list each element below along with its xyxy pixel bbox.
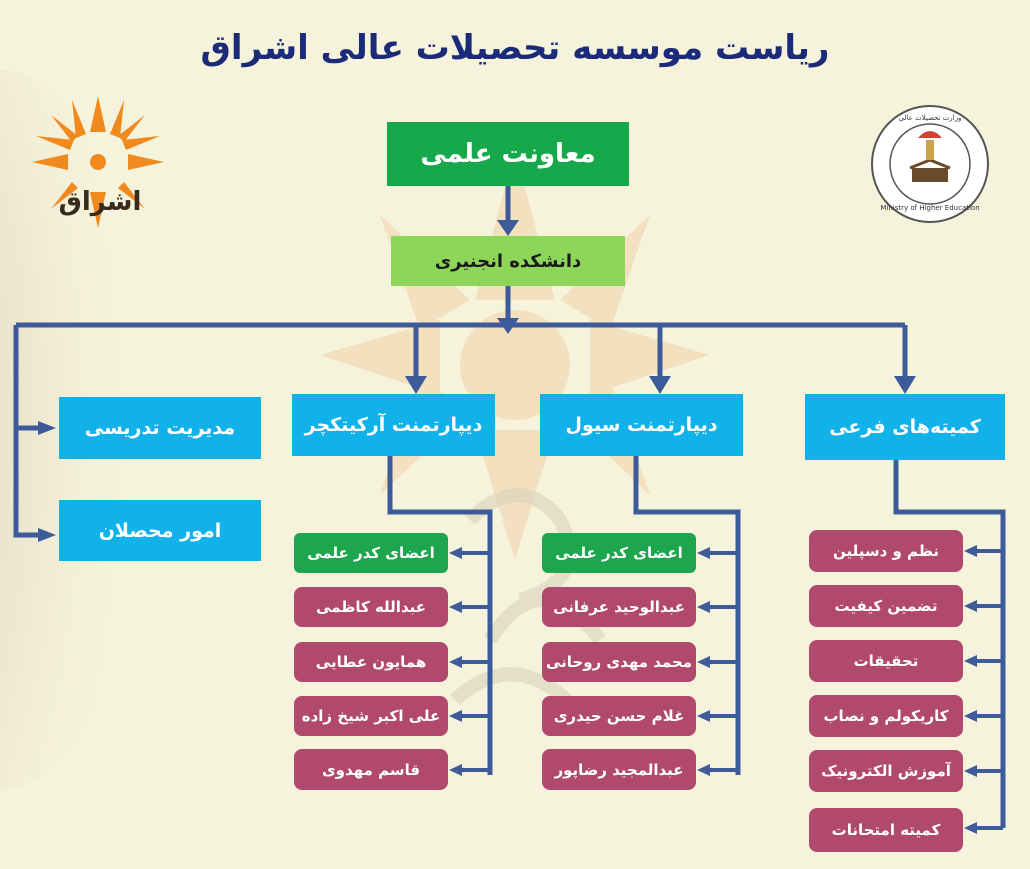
architecture-arrowhead [449,547,462,559]
engineering-faculty-box: دانشکده انجنیری [391,236,625,286]
committee-item: کاریکولم و نصاب [809,695,963,737]
committee-arrowhead [964,822,977,834]
architecture-member: همایون عطایی [294,642,448,682]
ministry-seal-text: Ministry of Higher Education [880,204,980,212]
ministry-seal-icon [868,102,992,226]
architecture-department-box: دیپارتمنت آرکیتکچر [292,394,495,456]
page-title: ریاست موسسه تحصیلات عالی اشراق [200,28,830,68]
committee-arrowhead [964,765,977,777]
committee-arrowhead [964,600,977,612]
committee-arrowhead [964,655,977,667]
civil-arrowhead [697,656,710,668]
architecture-member: علی اکبر شیخ زاده [294,696,448,736]
eshraq-logo-text: اشراق [58,187,142,217]
committee-item: تحقیقات [809,640,963,682]
committee-arrowhead [964,545,977,557]
sub-committees-box: کمیته‌های فرعی [805,394,1005,460]
civil-member: محمد مهدی روحانی [542,642,696,682]
civil-member: عبدالوحید عرفانی [542,587,696,627]
architecture-faculty-members: اعضای کدر علمی [294,533,448,573]
architecture-member: عبدالله کاظمی [294,587,448,627]
committee-item: تضمین کیفیت [809,585,963,627]
committee-item: کمیته امتحانات [809,808,963,852]
civil-arrowhead [697,547,710,559]
architecture-arrowhead [449,656,462,668]
teaching-management-box: مدیریت تدریسی [59,397,261,459]
civil-faculty-members: اعضای کدر علمی [542,533,696,573]
civil-arrowhead [697,710,710,722]
committee-item: نظم و دسپلین [809,530,963,572]
architecture-member: قاسم مهدوی [294,749,448,790]
eshraq-sun-logo-icon [28,92,168,232]
committee-item: آموزش الکترونیک [809,750,963,792]
architecture-arrowhead [449,764,462,776]
ministry-seal-top-text: وزارت تحصیلات عالی [898,114,962,122]
civil-arrowhead [697,601,710,613]
student-affairs-box: امور محصلان [59,500,261,561]
civil-arrowhead [697,764,710,776]
academic-deputy-box: معاونت علمی [387,122,629,186]
architecture-arrowhead [449,601,462,613]
committee-arrowhead [964,710,977,722]
civil-member: عبدالمجید رضاپور [542,749,696,790]
civil-department-box: دیپارتمنت سیول [540,394,743,456]
architecture-arrowhead [449,710,462,722]
civil-member: غلام حسن حیدری [542,696,696,736]
